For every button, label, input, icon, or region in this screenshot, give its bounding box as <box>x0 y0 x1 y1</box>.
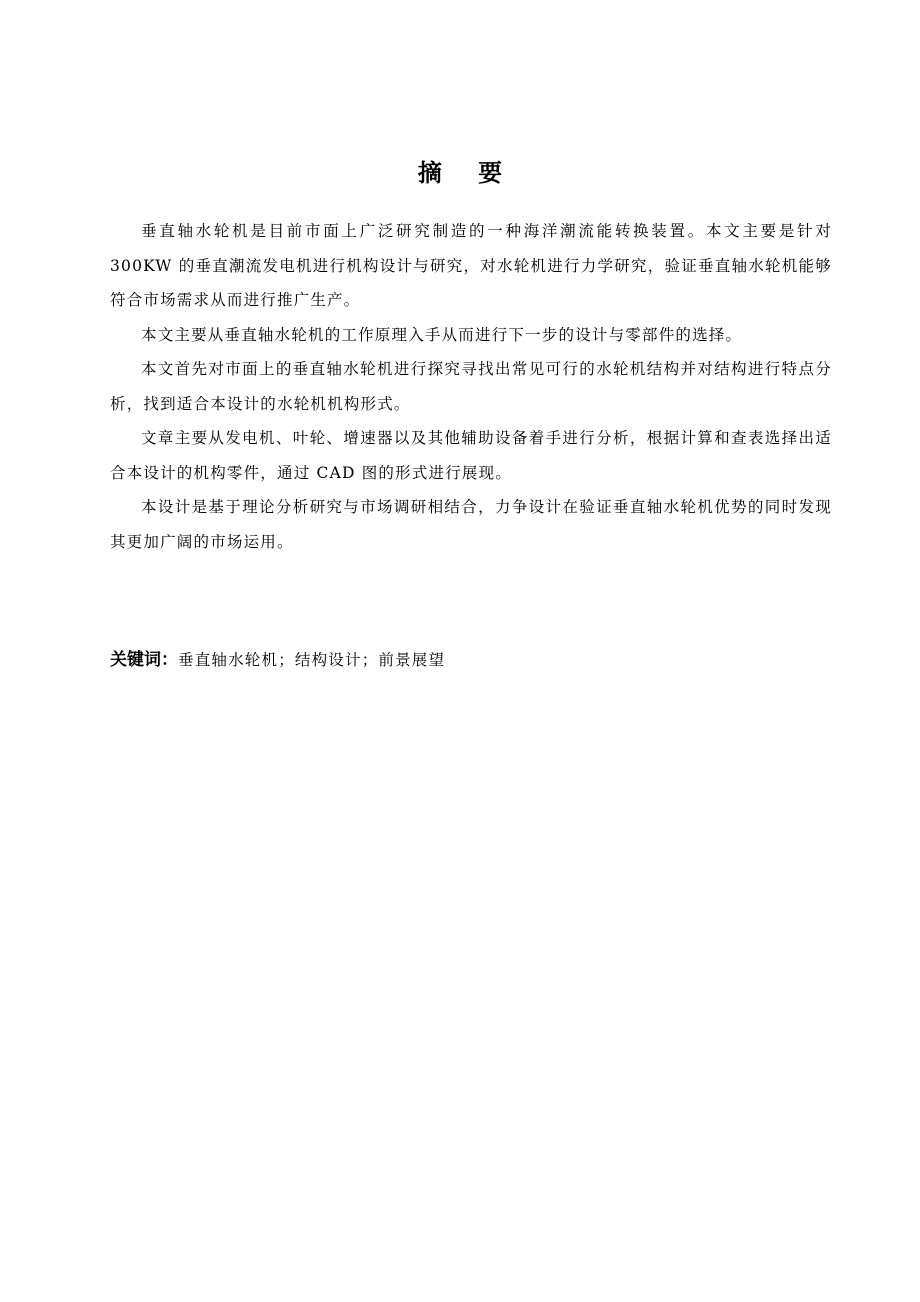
abstract-paragraph: 文章主要从发电机、叶轮、增速器以及其他辅助设备着手进行分析，根据计算和查表选择出适合本设计的机构零件，通过 CAD 图的形式进行展现。 <box>110 429 832 482</box>
keywords-value: 垂直轴水轮机；结构设计；前景展望 <box>178 651 446 669</box>
abstract-body <box>110 214 832 559</box>
abstract-paragraph: 本文主要从垂直轴水轮机的工作原理入手从而进行下一步的设计与零部件的选择。 <box>141 325 743 344</box>
abstract-paragraph: 本文首先对市面上的垂直轴水轮机进行探究寻找出常见可行的水轮机结构并对结构进行特点分析，找到适合本设计的水轮机机构形式。 <box>110 360 832 413</box>
abstract-paragraph: 本设计是基于理论分析研究与市场调研相结合，力争设计在验证垂直轴水轮机优势的同时发现其更加广阔的市场运用。 <box>110 498 832 551</box>
keywords-line <box>110 645 832 675</box>
abstract-title: 摘 要 <box>417 159 517 187</box>
keywords-label: 关键词： <box>110 650 178 670</box>
abstract-paragraph: 垂直轴水轮机是目前市面上广泛研究制造的一种海洋潮流能转换装置。本文主要是针对 300KW 的垂直潮流发电机进行机构设计与研究，对水轮机进行力学研究，验证垂直轴水轮机能够符合市场需求从而进行推广生产。 <box>110 222 832 309</box>
